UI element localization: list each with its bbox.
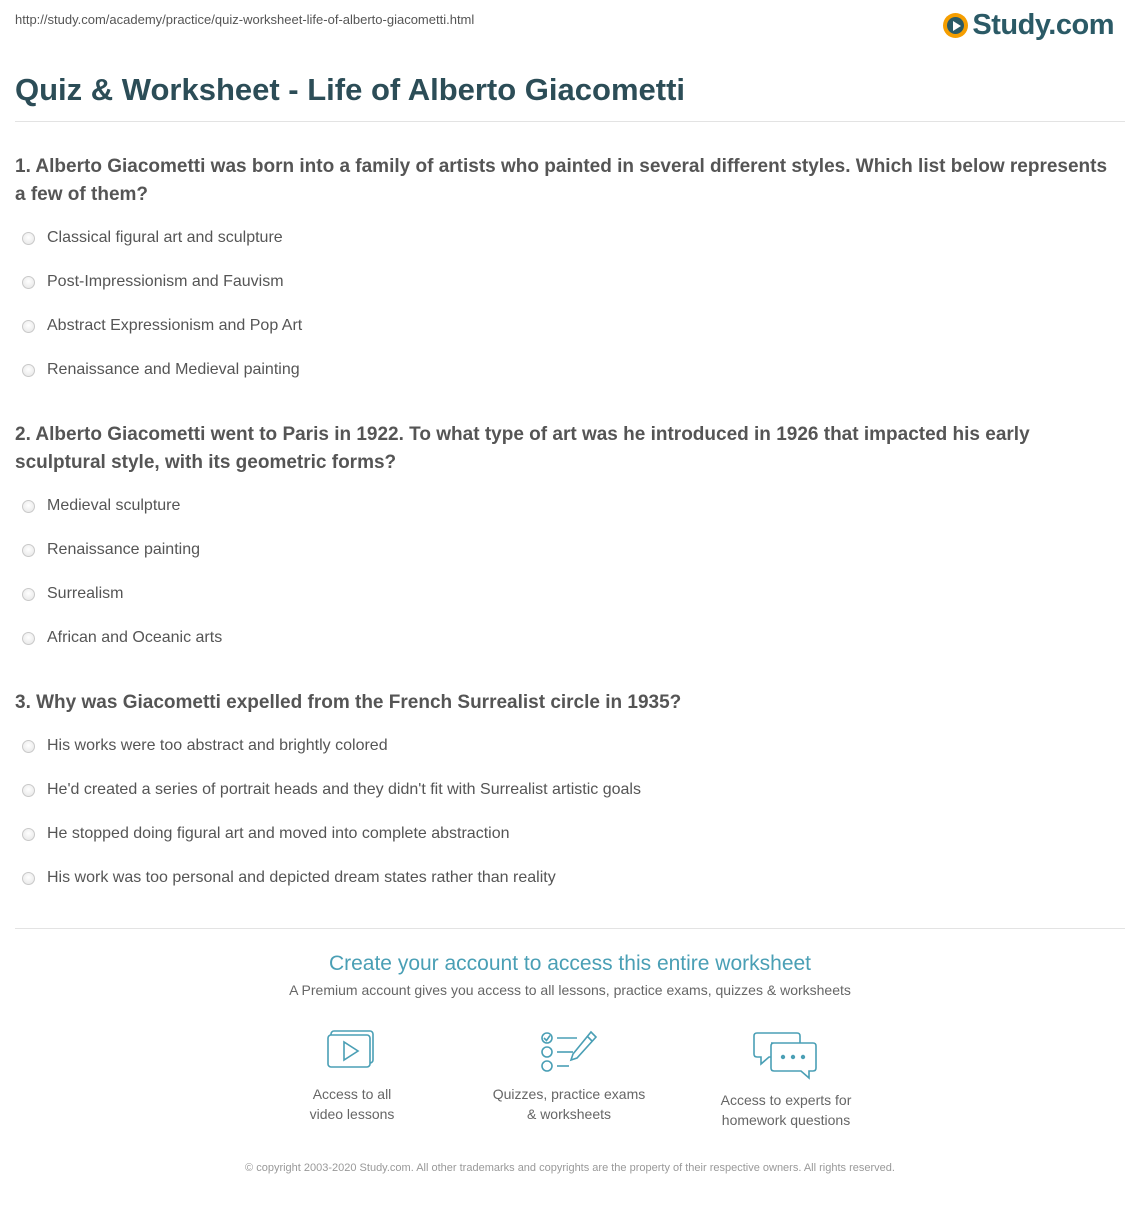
question-3-option-4[interactable] [22, 867, 556, 889]
option-label: Renaissance and Medieval painting [47, 361, 300, 378]
question-3-option-3[interactable] [22, 823, 510, 845]
play-logo-icon [943, 13, 968, 38]
radio-button[interactable] [22, 632, 35, 645]
quiz-checklist-icon [539, 1030, 599, 1076]
option-label: His work was too personal and depicted dream states rather than reality [47, 869, 556, 886]
radio-button[interactable] [22, 232, 35, 245]
radio-button[interactable] [22, 828, 35, 841]
radio-button[interactable] [22, 364, 35, 377]
option-label: He'd created a series of portrait heads and they didn't fit with Surrealist artistic goals [47, 781, 641, 798]
feature-label-line-1: Access to experts for [720, 1092, 852, 1108]
option-label: African and Oceanic arts [47, 629, 223, 646]
question-2-option-4[interactable] [22, 627, 222, 649]
radio-button[interactable] [22, 784, 35, 797]
cta-subtitle: A Premium account gives you access to all lessons, practice exams, quizzes & worksheets [289, 982, 851, 998]
option-label: Medieval sculpture [47, 497, 181, 514]
question-2-option-1[interactable] [22, 495, 180, 517]
radio-button[interactable] [22, 588, 35, 601]
feature-label-line-2: video lessons [309, 1106, 395, 1122]
radio-button[interactable] [22, 872, 35, 885]
question-3: 3. Why was Giacometti expelled from the French Surrealist circle in 1935? [15, 692, 682, 713]
question-1: 1. Alberto Giacometti was born into a family of artists who painted in several different styles. Which list below represents a few of them? [15, 156, 1108, 205]
feature-label-line-2: & worksheets [526, 1106, 612, 1122]
option-label: Classical figural art and sculpture [47, 229, 283, 246]
option-label: Surrealism [47, 585, 124, 602]
question-1-option-3[interactable] [22, 315, 302, 337]
radio-button[interactable] [22, 544, 35, 557]
question-2-option-3[interactable] [22, 583, 123, 605]
radio-button[interactable] [22, 320, 35, 333]
page-url[interactable]: http://study.com/academy/practice/quiz-worksheet-life-of-alberto-giacometti.html [15, 12, 475, 27]
feature-quizzes [469, 1030, 669, 1124]
create-account-link[interactable]: Create your account to access this entire worksheet [328, 952, 812, 975]
copyright-text: © copyright 2003-2020 Study.com. All other trademarks and copyrights are the property of their respective owners. All rights reserved. [245, 1162, 895, 1174]
feature-label-line-1: Access to all [312, 1086, 392, 1102]
question-3-option-1[interactable] [22, 735, 388, 757]
option-label: Renaissance painting [47, 541, 200, 558]
feature-experts [686, 1030, 886, 1130]
study-logo[interactable] [943, 6, 1114, 44]
question-2-option-2[interactable] [22, 539, 200, 561]
option-label: Abstract Expressionism and Pop Art [47, 317, 303, 334]
radio-button[interactable] [22, 276, 35, 289]
question-2: 2. Alberto Giacometti went to Paris in 1922. To what type of art was he introduced in 1926 that impacted his early sculptural style, with its geometric forms? [15, 424, 1030, 473]
top-bar [0, 0, 1140, 50]
page-title: Quiz & Worksheet - Life of Alberto Giacometti [15, 72, 686, 107]
option-label: He stopped doing figural art and moved into complete abstraction [47, 825, 510, 842]
option-label: His works were too abstract and brightly colored [47, 737, 388, 754]
video-lessons-icon [325, 1030, 379, 1076]
radio-button[interactable] [22, 740, 35, 753]
question-1-option-2[interactable] [22, 271, 284, 293]
logo-text: Study.com [972, 8, 1114, 41]
divider [15, 928, 1125, 929]
feature-label-line-2: homework questions [721, 1112, 851, 1128]
question-3-option-2[interactable] [22, 779, 641, 801]
divider [15, 121, 1125, 122]
radio-button[interactable] [22, 500, 35, 513]
question-1-option-1[interactable] [22, 227, 283, 249]
option-label: Post-Impressionism and Fauvism [47, 273, 284, 290]
feature-label-line-1: Quizzes, practice exams [492, 1086, 646, 1102]
chat-bubbles-icon [753, 1030, 819, 1082]
question-1-option-4[interactable] [22, 359, 300, 381]
feature-video-lessons [252, 1030, 452, 1124]
